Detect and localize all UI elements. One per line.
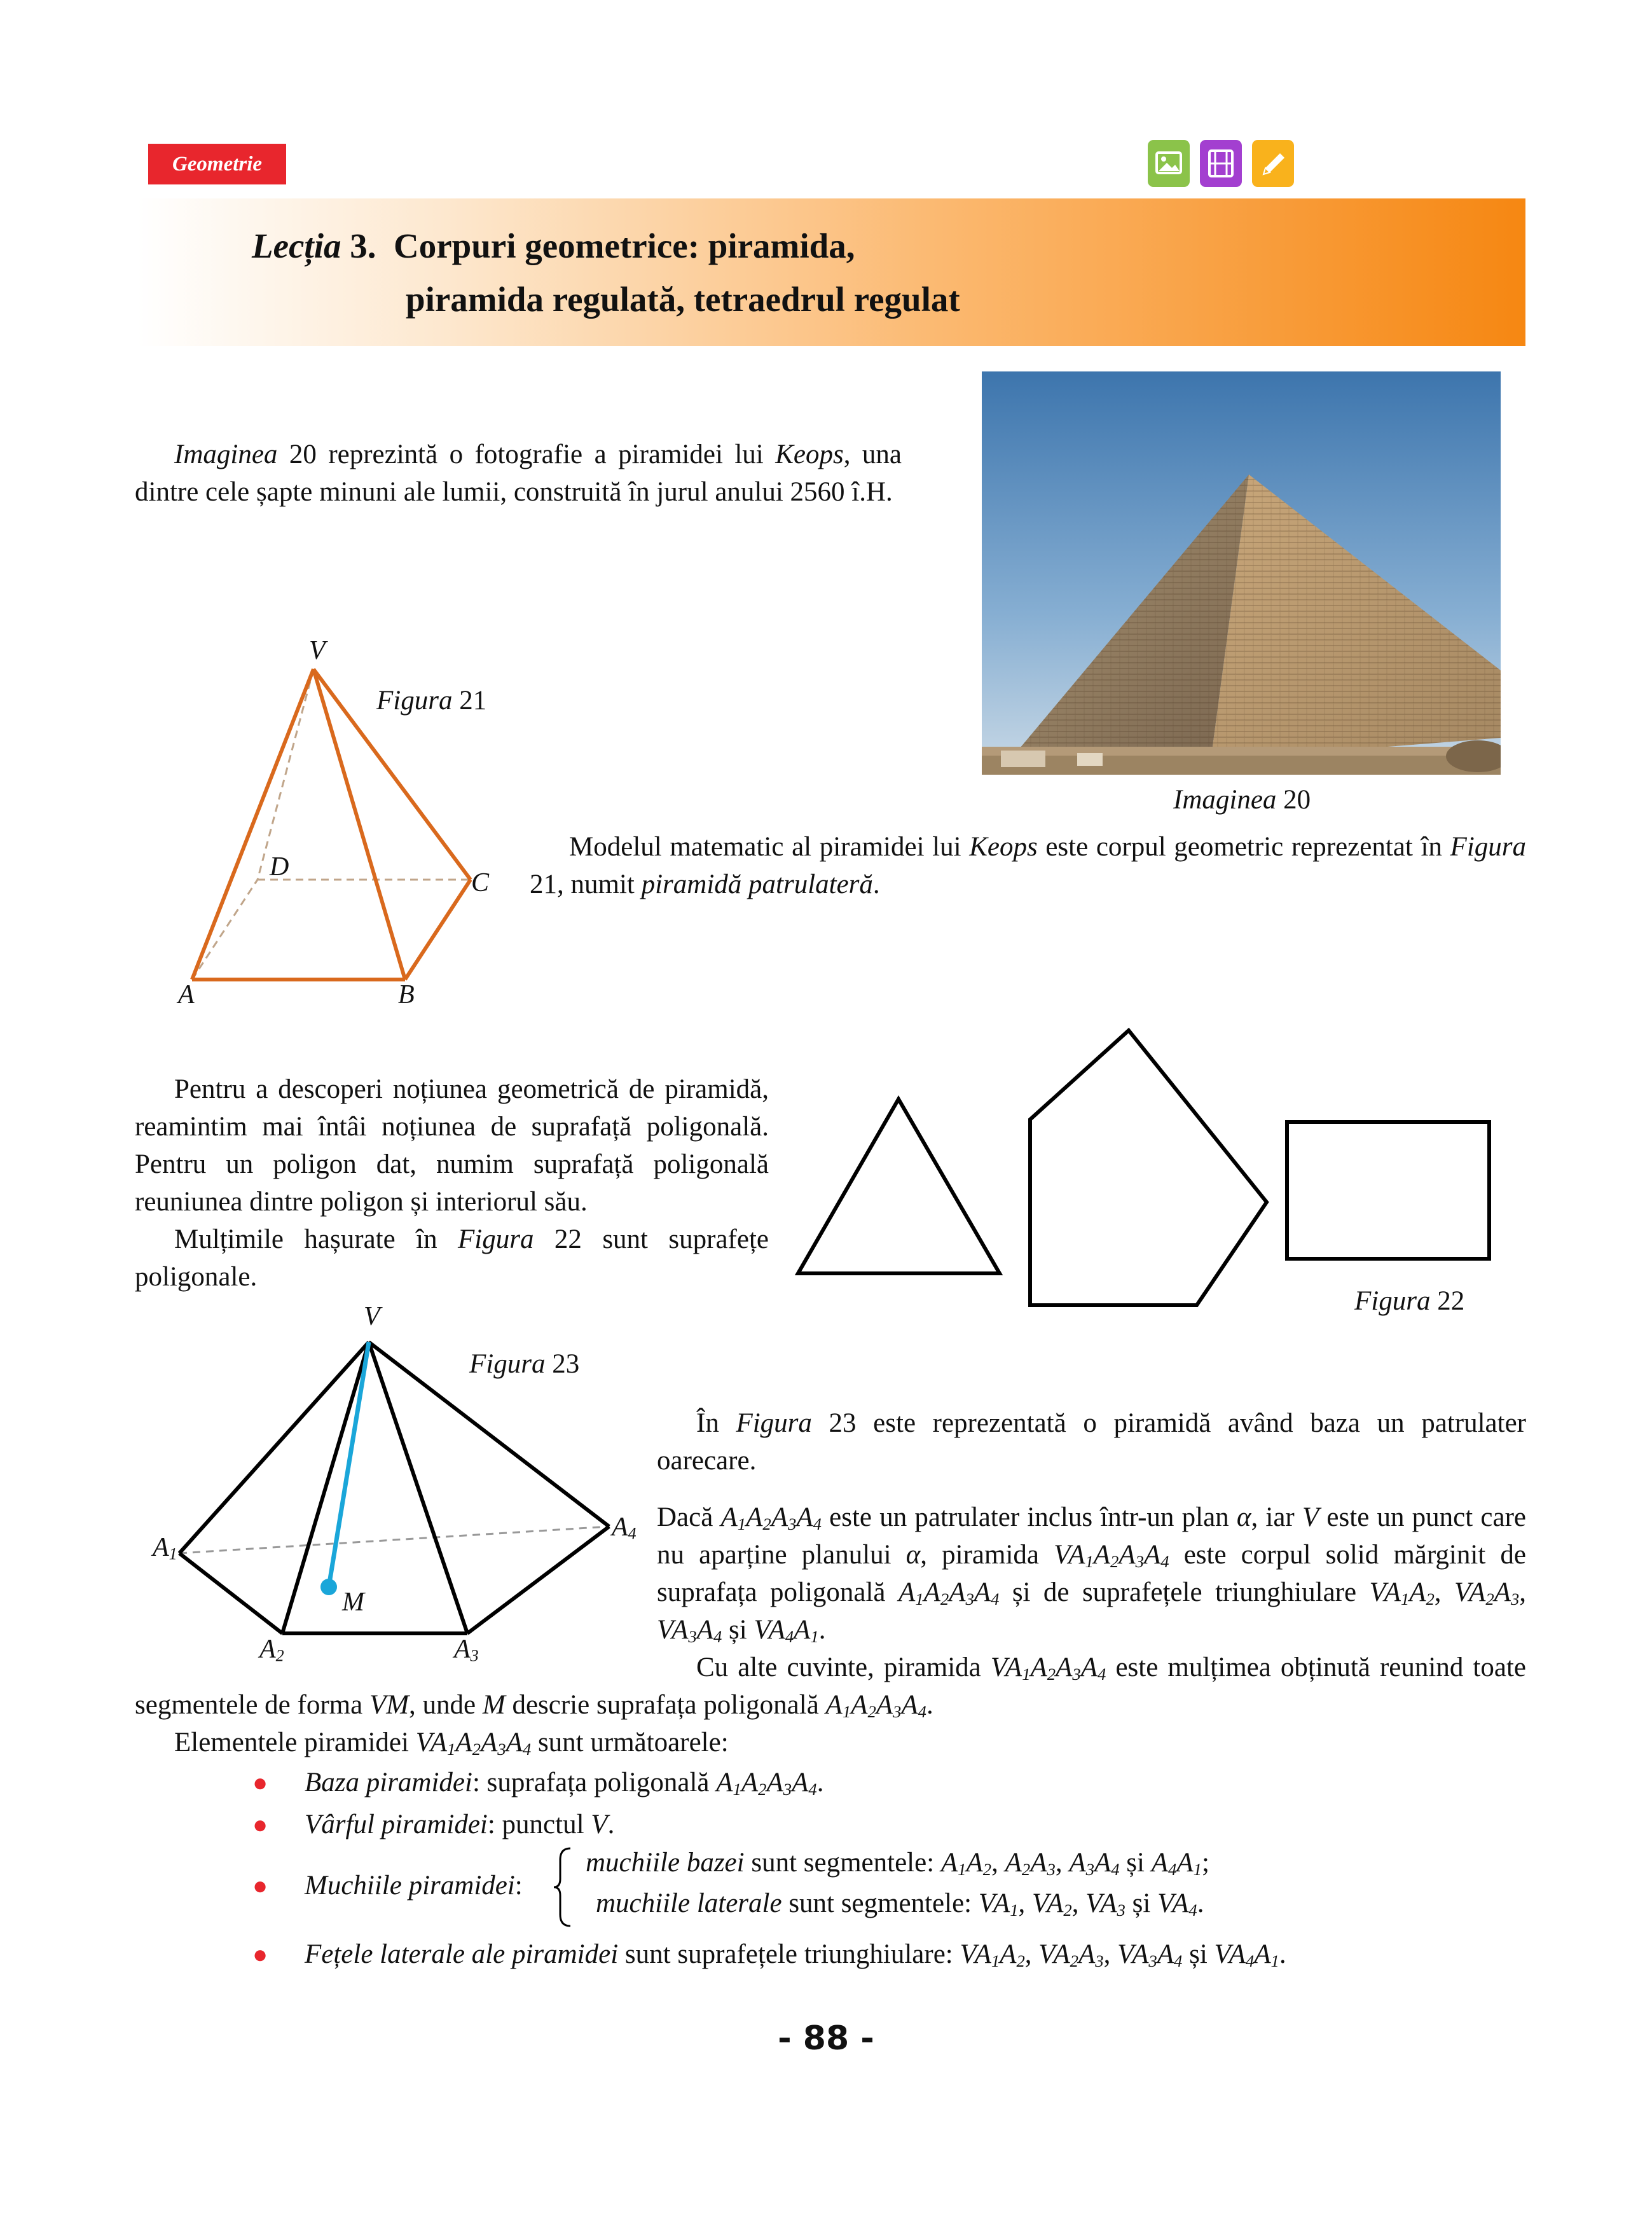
f23-b2: este un patrulater inclus într-un plan [821, 1502, 1237, 1532]
f23-figura: Figura [736, 1408, 812, 1438]
bullet-icon: ● [252, 1871, 268, 1900]
el-intro-end: sunt următoarele: [531, 1728, 729, 1757]
lesson-number: 3. [350, 226, 376, 265]
edges-colon: : [514, 1871, 523, 1901]
intro-rest: , una dintre cele șapte minuni ale lumii, construită în jurul anului 2560 î.H. [135, 440, 902, 507]
polygonal-p2b: 22 sunt suprafețe poligonale. [135, 1224, 769, 1292]
fig23-A2-letter: A [259, 1635, 276, 1664]
fig21-caption-num: 21 [452, 686, 487, 716]
fig23-caption-num: 23 [545, 1349, 580, 1379]
lateral-edges-term: muchiile laterale [596, 1888, 782, 1918]
base-term: Baza piramidei [305, 1768, 472, 1797]
model-t3: 21, numit [530, 869, 642, 899]
fig23-A4-letter: A [612, 1513, 628, 1542]
model-t1: Modelul matematic al piramidei lui [569, 832, 970, 862]
polygonal-figura: Figura [458, 1224, 534, 1254]
f23-c2: este mulțimea obținută reunind toate segmentele de forma [135, 1652, 1526, 1720]
bullet-icon: ● [252, 1768, 268, 1797]
lateral-edges-text: sunt segmentele: [781, 1888, 979, 1918]
f23-a2: 23 este reprezentată o piramidă având baza un patrulater oarecare. [657, 1408, 1526, 1476]
bullet-icon: ● [252, 1810, 268, 1839]
model-figura: Figura [1450, 832, 1526, 862]
fig23-A1-letter: A [153, 1533, 169, 1562]
f23-and: și [722, 1615, 754, 1645]
model-t2: este corpul geometric reprezentat în [1037, 832, 1450, 862]
union-segments-paragraph: Cu alte cuvinte, piramida $VA_1A_2A_3A_4$ este mulțimea obținută reunind toate segmentele de forma VM, unde M descrie suprafața poligonală $A_1A_2A_3A_4$. [135, 1652, 1526, 1721]
model-term: piramidă patrulateră [641, 869, 873, 899]
f23-a1: În [696, 1408, 736, 1438]
f23-c3: , unde [409, 1690, 483, 1720]
fig23-A4-sub: 4 [628, 1524, 637, 1543]
fig22-caption-num: 22 [1430, 1286, 1465, 1316]
f23-b1: Dacă [657, 1502, 721, 1532]
fig21-label-V: V [309, 636, 326, 665]
bullet-icon: ● [252, 1940, 268, 1969]
fig23-A1-sub: 1 [169, 1544, 177, 1563]
f23-comma-1: , [1434, 1577, 1454, 1607]
lesson-title-text-1: Corpuri geometrice: piramida, [393, 226, 855, 265]
pyramid-elements-list [252, 1762, 1524, 1846]
fig23-label-A1 [153, 1533, 177, 1562]
elements-intro: Elementele piramidei $VA_1A_2A_3A_4$ sunt următoarele: [174, 1728, 729, 1759]
fig23-A2-sub: 2 [275, 1646, 284, 1665]
lesson-title-line2: piramida regulată, tetraedrul regulat [406, 280, 960, 319]
curly-brace-icon [551, 1846, 574, 1929]
list-item-edges [252, 1843, 1524, 1932]
fig21-caption-word: Figura [376, 686, 453, 716]
pyramid-definition-paragraph: Dacă $A_1A_2A_3A_4$ este un patrulater inclus într-un plan α, iar V este un punct care nu aparține planului α, piramida $VA_1A_2A_3A_4$ este corpul solid mărginit de suprafața poligonală $A_1A_2A_3A_4$ și de suprafețele triunghiulare $VA_1A_2$, $VA_2A_3$, $VA_3A_4$ și $VA_4A_1$. [657, 1502, 1526, 1646]
edge-A1A4 [179, 1527, 609, 1553]
list-item-base: ● Baza piramidei: suprafața poligonală $A_1A_2A_3A_4$. [252, 1762, 1524, 1804]
intro-img-rest: 20 reprezintă o fotografie a piramidei lui [277, 440, 776, 469]
fig23-label-A4 [612, 1513, 637, 1542]
fig21-label-A: A [178, 980, 195, 1009]
fig23-A3-sub: 3 [470, 1646, 479, 1665]
model-keops: Keops [969, 832, 1038, 862]
f23-VM: VM [369, 1690, 410, 1720]
point-M [320, 1579, 337, 1595]
apex-text: : punctul [487, 1810, 591, 1839]
faces-text: sunt suprafețele triunghiulare: [618, 1939, 960, 1969]
f23-comma-2: , [1519, 1577, 1526, 1607]
fig23-A3-letter: A [454, 1635, 471, 1664]
intro-img-word: Imaginea [174, 440, 278, 469]
model-t4: . [872, 869, 880, 899]
f23-M: M [482, 1690, 506, 1720]
faces-term: Fețele laterale ale piramidei [305, 1939, 619, 1969]
lateral-edges-line: muchiile laterale sunt segmentele: $VA_1$, $VA_2$, $VA_3$ și $VA_4$. [596, 1888, 1204, 1920]
f23-dot: . [818, 1615, 826, 1645]
base-edges-text: sunt segmentele: [744, 1848, 941, 1878]
f23-c1: Cu alte cuvinte, piramida [696, 1652, 991, 1682]
edge-A1A2 [179, 1553, 282, 1633]
base-text: : suprafața poligonală [472, 1768, 717, 1797]
f23-b7: și de suprafețele triunghiulare [999, 1577, 1370, 1607]
fig23-label-V: V [364, 1302, 380, 1331]
fig23-caption-word: Figura [469, 1349, 546, 1379]
fig23-intro-paragraph [657, 1404, 1526, 1479]
polygonal-p2a: Mulțimile hașurate în [174, 1224, 458, 1254]
fig21-label-D: D [270, 852, 289, 882]
f23-V: V [1302, 1502, 1319, 1532]
el-intro: Elementele piramidei [174, 1728, 416, 1757]
edge-A3A4 [467, 1527, 609, 1633]
lesson-word: Lecția [252, 226, 341, 265]
photo-caption-num: 20 [1276, 785, 1311, 815]
edge-VA3 [369, 1342, 467, 1633]
chapter-badge: Geometrie [148, 144, 286, 184]
f23-c4: descrie suprafața poligonală [505, 1690, 826, 1720]
intro-keops: Keops [775, 440, 844, 469]
f23-b3: , iar [1251, 1502, 1302, 1532]
edges-label [305, 1865, 523, 1907]
apex-term: Vârful piramidei [305, 1810, 488, 1839]
pyramid-elements-list-2 [252, 1934, 1524, 1976]
f23-b6: este corpul solid mărginit de suprafața poligonală [657, 1540, 1526, 1607]
figure-23-caption [469, 1345, 579, 1383]
fig21-label-C: C [471, 868, 490, 897]
edges-term: Muchiile piramidei [305, 1871, 515, 1901]
f23-alpha-2: α [905, 1540, 921, 1570]
f23-dot-2: . [926, 1690, 933, 1720]
base-edges-term: muchiile bazei [586, 1848, 745, 1878]
polygonal-p1: Pentru a descoperi noțiunea geometrică de piramidă, reamintim mai întâi noțiunea de suprafață poligonală. Pentru un poligon dat, numim suprafață poligonală reuniunea dintre poligon și interiorul său. [135, 1074, 769, 1217]
list-item-apex: ● Vârful piramidei: punctul V. [252, 1804, 1524, 1846]
base-edges-line: muchiile bazei sunt segmentele: $A_1A_2$, $A_2A_3$, $A_3A_4$ și $A_4A_1$; [586, 1848, 1209, 1879]
f23-b5: , piramida [920, 1540, 1054, 1570]
fig21-label-B: B [398, 980, 415, 1009]
photo-caption-word: Imaginea [1173, 785, 1277, 815]
list-item-faces: ● Fețele laterale ale piramidei sunt suprafețele triunghiulare: $VA_1A_2$, $VA_2A_3$, $VA_3A_4$ și $VA_4A_1$. [252, 1934, 1524, 1976]
page-number: - 88 - [778, 2019, 874, 2058]
f23-alpha-1: α [1236, 1502, 1251, 1532]
f23-b4: este un punct care nu aparține planului [657, 1502, 1526, 1570]
fig22-caption-word: Figura [1354, 1286, 1431, 1316]
fig23-label-M: M [342, 1588, 364, 1617]
